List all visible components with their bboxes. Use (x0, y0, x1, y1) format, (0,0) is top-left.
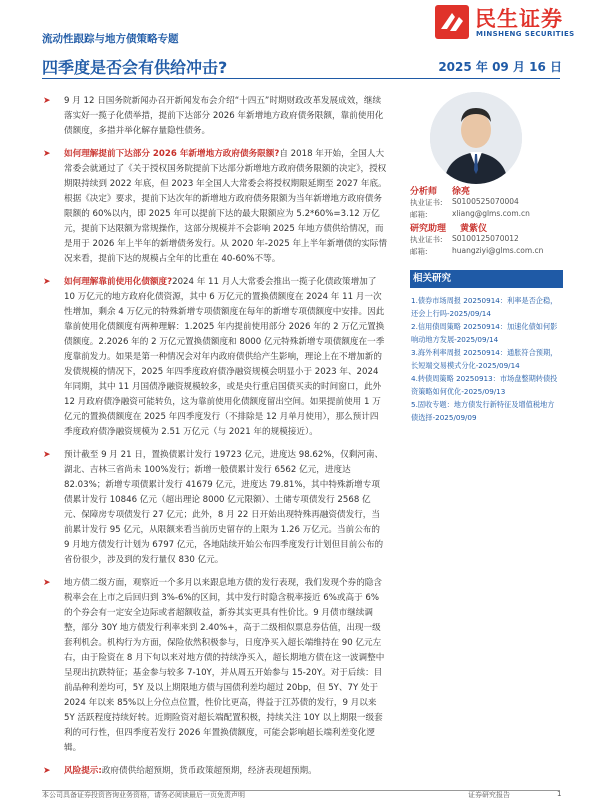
analyst-cert: S0100525070004 (452, 197, 519, 206)
risk-heading: 风险提示: (64, 766, 102, 776)
paragraph-2 (42, 147, 387, 267)
paragraph-text: 预计截至 9 月 21 日，置换债累计发行 19723 亿元，进度达 98.62%，仅剩河南、湖北、吉林三省尚未 100%发行；新增一般债累计发行 6562 亿元，进度达 82.03%；新增专项债累计发行 41679 亿元，进度达 79.81%，其中特殊新增专项债累计发行 10846 亿元（超出理论 8000 亿元限额）、土储专项债发行 2568 亿元、保障房专项债发行 27 亿元；此外，8 月 22 日开始出现特殊再融资债发行，当前累计发行 95 亿元，从限额来看当前历史留存的上限为 1.26 万亿元。当前公布的 9 月地方债发行计划为 6797 亿元，各地陆续开始公布四季度发行计划但目前公布的省份很少，涉及到的发行量仅 830 亿元。 (64, 450, 384, 565)
report-date: 2025 年 09 月 16 日 (438, 60, 562, 74)
paragraph-4 (42, 448, 387, 568)
report-series: 流动性跟踪与地方债策略专题 (42, 33, 179, 45)
paragraph-heading: 如何理解提前下达部分 2026 年新增地方政府债务限额? (64, 149, 280, 159)
arrow-bullet-icon: ➤ (43, 96, 51, 106)
risk-text: 政府债供给超预期，货币政策超预期，经济表现超预期。 (101, 766, 317, 776)
analyst-role: 分析师 (410, 187, 438, 197)
related-item[interactable]: 1.债券市场周报 20250914：利率是否企稳，还会上行吗-2025/09/14 (411, 296, 558, 318)
report-title: 四季度是否会有供给冲击? (42, 58, 228, 77)
related-item[interactable]: 4.转债周策略 20250913：市场盘整期转债投资策略如何优化-2025/09/13 (411, 374, 558, 396)
assistant-cert: S0100125070012 (452, 234, 519, 243)
related-research-list (411, 294, 561, 424)
paragraph-1 (42, 94, 387, 139)
arrow-bullet-icon: ➤ (43, 277, 51, 287)
analyst-photo (430, 92, 522, 184)
assistant-cert-label: 执业证书: (410, 235, 443, 244)
paragraph-text: 9 月 12 日国务院新闻办召开新闻发布会介绍“十四五”时期财政改革发展成效，继续落实好一揽子化债举措，提前下达部分 2026 年新增地方政府债务限额，靠前使用化债额度，多措并举化解存量隐性债务。 (64, 96, 384, 136)
logo-mark-icon (435, 5, 469, 39)
page-number: 1 (557, 790, 562, 798)
logo-text-cn: 民生证券 (475, 7, 563, 31)
main-content (42, 94, 387, 787)
logo-text-en: MINSHENG SECURITIES (476, 30, 575, 38)
paragraph-5 (42, 576, 387, 756)
person-avatar-icon (430, 92, 522, 184)
paragraph-3 (42, 275, 387, 440)
related-item[interactable]: 2.信用债周策略 20250914：加速化债如何影响动地方发展-2025/09/14 (411, 322, 558, 344)
related-item[interactable]: 3.海外利率周报 20250914：通胀符合预期，长短端交易模式分化-2025/09/14 (411, 348, 558, 370)
assistant-email: huangziyi@glms.com.cn (452, 246, 544, 255)
analyst-email-label: 邮箱: (410, 210, 428, 219)
arrow-bullet-icon: ➤ (43, 450, 51, 460)
assistant-role: 研究助理 (410, 224, 447, 234)
footer-disclaimer: 本公司具备证券投资咨询业务资格，请务必阅读最后一页免责声明 (42, 791, 245, 799)
arrow-bullet-icon: ➤ (43, 766, 51, 776)
header-divider (42, 78, 560, 79)
footer-report-type: 证券研究报告 (468, 791, 510, 799)
assistant-email-label: 邮箱: (410, 247, 428, 256)
risk-warning (42, 764, 387, 779)
analyst-email: xliang@glms.com.cn (452, 209, 530, 218)
analyst-name: 徐亮 (452, 187, 471, 197)
paragraph-text: 2024 年 11 月人大常委会推出一揽子化债政策增加了 10 万亿元的地方政府化债资源，其中 6 万亿元的置换债额度在 2024 年 11 月一次性增加，剩余 4 万亿元的特殊新增专项债额度在每年的新增专项债额度中安排。因此靠前使用化债额度有两种理解：1.2025 年内提前使用部分 2026 年的 2 万亿元置换债额度。2.2026 年的 2 万亿元置换债额度和 8000 亿元特殊新增专项债额度在一季度靠前发力。如果是第一种情况会对年内政府债供给产生影响，理论上在不增加新的发债规模的情况下，2025 年四季度政府债净融资规模会明显小于 2023 年、2024 年同期，其中 11 月国债净融资规模较多，或是央行重启国债买卖的时间窗口，此外 12 月政府债净融资可能转负，这为靠前使用化债额度留出空间。如果提前使用 1 万亿元的置换债额度在 2025 年四季度发行（不排除是 12 月单月使用），那么预计四季度政府债净融资规模为 2.51 万亿元（与 2021 年的规模接近）。 (64, 277, 385, 437)
paragraph-heading: 如何理解靠前使用化债额度? (64, 277, 173, 287)
analyst-cert-label: 执业证书: (410, 198, 443, 207)
arrow-bullet-icon: ➤ (43, 149, 51, 159)
related-research-heading: 相关研究 (410, 270, 563, 288)
company-logo (435, 3, 585, 43)
paragraph-text: 地方债二级方面，观察近一个多月以来跟息地方债的发行表现，我们发现个券的隐含税率会在上市之后回归到 3%-6%的区间，其中发行时隐含税率接近 6%或高于 6%的个券会有一定安全边际或者超额收益，新券其实更具有性价比。9 月债市继续调整，部分 30Y 地方债发行利率来到 2.40%+，高于二级相似票息券估值，出现一级套利机会。机构行为方面，保险依然积极参与，日度净买入超长端维持在 90 亿元左右，由于险资在 8 月下旬以来对地方债的持续净买入，超长期地方债在这一波调整中呈现出抗跌特征；基金参与较多 7-10Y，并从周五开始参与 15-20Y。对于后续：目前品种利差均可，5Y 及以上期限地方债与国债利差均超过 20bp，但 5Y、7Y 处于 2024 年以来 85%以上分位点位置，性价比更高，得益于江苏债的发行，9 月以来 5Y 活跃程度持续好转。近期险资对超长端配置积极，持续关注 10Y 以上期限一级套利的可行性，但四季度若发行 2026 年置换债额度，可能会影响超长端利差变化逻辑。 (64, 578, 385, 753)
assistant-name: 黄紫仪 (460, 224, 488, 234)
related-item[interactable]: 5.固收专题：地方债发行新特征及增值税地方债选择-2025/09/09 (411, 400, 555, 422)
arrow-bullet-icon: ➤ (43, 578, 51, 588)
paragraph-text: 自 2018 年开始，全国人大常委会就通过了《关于授权国务院提前下达部分新增地方政府债务限额的决定》，授权期限持续到 2022 年底，但 2023 年全国人大常委会将授权期限延期至 2027 年底。根据《决定》要求，提前下达次年的新增地方政府债务限额为当年新增地方政府债务限额的 60%以内，即 2025 年可以提前下达的最大限额应为 5.2*60%=3.12 万亿元，提前下达限额为常规操作，这部分规模并不会影响 2025 年地方债供给情况，而是用于 2026 年上半年的新增债务发行。从 2020 年-2025 年上半年新增债的实际情况来看，提前下达的规模占全年的比重在 40-60%不等。 (64, 149, 387, 264)
